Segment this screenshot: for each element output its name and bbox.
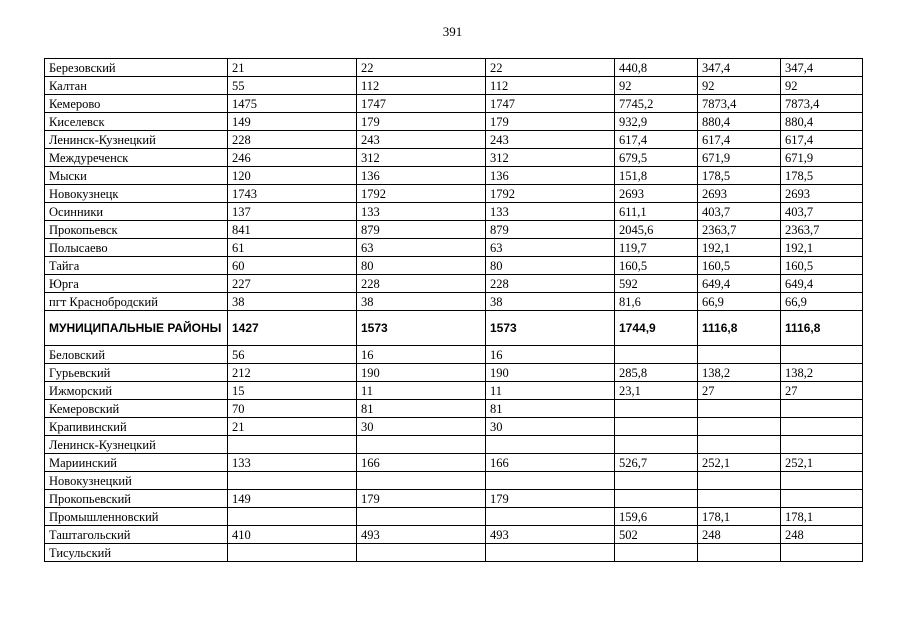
value-cell: 243 (486, 131, 615, 149)
value-cell (698, 436, 781, 454)
row-name-cell: Таштагольский (45, 526, 228, 544)
value-cell: 11 (357, 382, 486, 400)
table-row (45, 293, 863, 311)
value-cell: 227 (228, 275, 357, 293)
table-row (45, 113, 863, 131)
table-row (45, 131, 863, 149)
value-cell: 671,9 (781, 149, 863, 167)
table-row (45, 544, 863, 562)
value-cell: 160,5 (781, 257, 863, 275)
value-cell (781, 490, 863, 508)
value-cell: 160,5 (615, 257, 698, 275)
row-name-cell: Прокопьевск (45, 221, 228, 239)
value-cell (698, 346, 781, 364)
value-cell: 21 (228, 59, 357, 77)
row-name-cell: Новокузнецк (45, 185, 228, 203)
value-cell: 112 (357, 77, 486, 95)
row-name-cell: Ленинск-Кузнецкий (45, 131, 228, 149)
value-cell: 38 (486, 293, 615, 311)
table-body (45, 59, 863, 562)
value-cell: 16 (357, 346, 486, 364)
value-cell: 2363,7 (698, 221, 781, 239)
table-row (45, 203, 863, 221)
value-cell: 137 (228, 203, 357, 221)
row-name-cell: Ленинск-Кузнецкий (45, 436, 228, 454)
value-cell: 228 (357, 275, 486, 293)
value-cell: 2363,7 (781, 221, 863, 239)
value-cell: 178,5 (781, 167, 863, 185)
value-cell: 493 (357, 526, 486, 544)
table-row (45, 454, 863, 472)
value-cell (781, 436, 863, 454)
value-cell: 81 (486, 400, 615, 418)
value-cell: 178,1 (698, 508, 781, 526)
value-cell: 136 (357, 167, 486, 185)
value-cell: 248 (781, 526, 863, 544)
value-cell: 21 (228, 418, 357, 436)
value-cell: 248 (698, 526, 781, 544)
value-cell (781, 400, 863, 418)
value-cell: 92 (615, 77, 698, 95)
value-cell: 38 (228, 293, 357, 311)
table-row (45, 185, 863, 203)
value-cell: 2693 (698, 185, 781, 203)
value-cell (615, 544, 698, 562)
table-row (45, 239, 863, 257)
row-name-cell: Тисульский (45, 544, 228, 562)
value-cell: 179 (357, 490, 486, 508)
row-name-cell: Беловский (45, 346, 228, 364)
value-cell: 56 (228, 346, 357, 364)
row-name-cell: Киселевск (45, 113, 228, 131)
value-cell: 285,8 (615, 364, 698, 382)
value-cell: 1475 (228, 95, 357, 113)
table-row (45, 526, 863, 544)
value-cell: 403,7 (698, 203, 781, 221)
value-cell: 160,5 (698, 257, 781, 275)
value-cell: 192,1 (781, 239, 863, 257)
value-cell: 138,2 (781, 364, 863, 382)
row-name-cell: Кемерово (45, 95, 228, 113)
value-cell: 252,1 (698, 454, 781, 472)
value-cell: 80 (486, 257, 615, 275)
value-cell: 347,4 (698, 59, 781, 77)
value-cell: 30 (357, 418, 486, 436)
value-cell: 1743 (228, 185, 357, 203)
value-cell (357, 508, 486, 526)
value-cell: 2045,6 (615, 221, 698, 239)
row-name-cell: Тайга (45, 257, 228, 275)
value-cell: 2693 (615, 185, 698, 203)
value-cell: 410 (228, 526, 357, 544)
value-cell: 312 (486, 149, 615, 167)
value-cell: 7873,4 (781, 95, 863, 113)
value-cell: 617,4 (615, 131, 698, 149)
table-row (45, 436, 863, 454)
value-cell (486, 508, 615, 526)
value-cell: 70 (228, 400, 357, 418)
value-cell: 179 (486, 490, 615, 508)
value-cell: 880,4 (781, 113, 863, 131)
value-cell: 55 (228, 77, 357, 95)
value-cell: 1747 (357, 95, 486, 113)
value-cell (486, 472, 615, 490)
value-cell: 38 (357, 293, 486, 311)
value-cell: 159,6 (615, 508, 698, 526)
value-cell: 133 (486, 203, 615, 221)
value-cell: 879 (357, 221, 486, 239)
row-name-cell: Полысаево (45, 239, 228, 257)
value-cell: 92 (781, 77, 863, 95)
value-cell: 1792 (357, 185, 486, 203)
value-cell: 243 (357, 131, 486, 149)
value-cell: 27 (781, 382, 863, 400)
value-cell: 1116,8 (781, 311, 863, 346)
value-cell: 80 (357, 257, 486, 275)
value-cell: 1573 (486, 311, 615, 346)
row-name-cell: Кемеровский (45, 400, 228, 418)
row-name-cell: Березовский (45, 59, 228, 77)
value-cell: 66,9 (698, 293, 781, 311)
value-cell: 112 (486, 77, 615, 95)
row-name-cell: Новокузнецкий (45, 472, 228, 490)
value-cell (615, 418, 698, 436)
value-cell (357, 544, 486, 562)
value-cell: 228 (228, 131, 357, 149)
value-cell: 22 (486, 59, 615, 77)
table-row (45, 346, 863, 364)
value-cell: 166 (486, 454, 615, 472)
value-cell: 592 (615, 275, 698, 293)
value-cell: 7745,2 (615, 95, 698, 113)
value-cell: 440,8 (615, 59, 698, 77)
value-cell: 1116,8 (698, 311, 781, 346)
value-cell: 149 (228, 490, 357, 508)
value-cell: 133 (228, 454, 357, 472)
value-cell: 2693 (781, 185, 863, 203)
value-cell (698, 418, 781, 436)
value-cell: 149 (228, 113, 357, 131)
value-cell (615, 436, 698, 454)
value-cell: 27 (698, 382, 781, 400)
value-cell: 493 (486, 526, 615, 544)
value-cell (698, 490, 781, 508)
row-name-cell: пгт Краснобродский (45, 293, 228, 311)
value-cell (698, 472, 781, 490)
row-name-cell: Мариинский (45, 454, 228, 472)
row-name-cell: Юрга (45, 275, 228, 293)
value-cell: 151,8 (615, 167, 698, 185)
value-cell (615, 400, 698, 418)
value-cell: 179 (486, 113, 615, 131)
value-cell: 7873,4 (698, 95, 781, 113)
row-name-cell: Промышленновский (45, 508, 228, 526)
value-cell: 1792 (486, 185, 615, 203)
value-cell: 136 (486, 167, 615, 185)
table-row (45, 257, 863, 275)
value-cell (615, 346, 698, 364)
row-name-cell: Осинники (45, 203, 228, 221)
value-cell (781, 346, 863, 364)
value-cell: 179 (357, 113, 486, 131)
table-row (45, 149, 863, 167)
table-row (45, 472, 863, 490)
value-cell: 671,9 (698, 149, 781, 167)
value-cell: 526,7 (615, 454, 698, 472)
table-row (45, 95, 863, 113)
value-cell: 611,1 (615, 203, 698, 221)
value-cell: 617,4 (781, 131, 863, 149)
value-cell (228, 544, 357, 562)
value-cell (698, 544, 781, 562)
value-cell (486, 544, 615, 562)
value-cell (228, 436, 357, 454)
value-cell (228, 472, 357, 490)
value-cell (357, 472, 486, 490)
value-cell: 252,1 (781, 454, 863, 472)
value-cell: 880,4 (698, 113, 781, 131)
value-cell: 178,5 (698, 167, 781, 185)
value-cell (781, 418, 863, 436)
row-name-cell: Гурьевский (45, 364, 228, 382)
table-row (45, 364, 863, 382)
value-cell (781, 472, 863, 490)
row-name-cell: Крапивинский (45, 418, 228, 436)
value-cell: 11 (486, 382, 615, 400)
value-cell: 347,4 (781, 59, 863, 77)
table-row (45, 418, 863, 436)
table-row (45, 221, 863, 239)
table-row (45, 490, 863, 508)
value-cell: 22 (357, 59, 486, 77)
value-cell: 16 (486, 346, 615, 364)
row-name-cell: Междуреченск (45, 149, 228, 167)
value-cell: 30 (486, 418, 615, 436)
value-cell: 178,1 (781, 508, 863, 526)
value-cell: 60 (228, 257, 357, 275)
value-cell: 649,4 (781, 275, 863, 293)
table-row (45, 508, 863, 526)
row-name-cell: МУНИЦИПАЛЬНЫЕ РАЙОНЫ (45, 311, 228, 346)
value-cell: 1427 (228, 311, 357, 346)
value-cell: 81,6 (615, 293, 698, 311)
value-cell (228, 508, 357, 526)
page-number: 391 (442, 24, 463, 39)
value-cell: 312 (357, 149, 486, 167)
value-cell: 192,1 (698, 239, 781, 257)
table-row (45, 77, 863, 95)
value-cell: 190 (357, 364, 486, 382)
value-cell: 502 (615, 526, 698, 544)
value-cell: 92 (698, 77, 781, 95)
value-cell: 228 (486, 275, 615, 293)
value-cell: 617,4 (698, 131, 781, 149)
value-cell: 403,7 (781, 203, 863, 221)
value-cell: 932,9 (615, 113, 698, 131)
table-row (45, 382, 863, 400)
table-row (45, 400, 863, 418)
value-cell: 679,5 (615, 149, 698, 167)
value-cell: 61 (228, 239, 357, 257)
value-cell: 23,1 (615, 382, 698, 400)
table-row-section (45, 311, 863, 346)
value-cell: 190 (486, 364, 615, 382)
value-cell: 15 (228, 382, 357, 400)
value-cell (615, 472, 698, 490)
value-cell: 120 (228, 167, 357, 185)
value-cell: 133 (357, 203, 486, 221)
value-cell: 66,9 (781, 293, 863, 311)
row-name-cell: Прокопьевский (45, 490, 228, 508)
value-cell: 119,7 (615, 239, 698, 257)
value-cell (357, 436, 486, 454)
value-cell: 246 (228, 149, 357, 167)
value-cell: 138,2 (698, 364, 781, 382)
value-cell (615, 490, 698, 508)
value-cell: 63 (357, 239, 486, 257)
value-cell: 1573 (357, 311, 486, 346)
value-cell: 841 (228, 221, 357, 239)
table-row (45, 59, 863, 77)
value-cell: 166 (357, 454, 486, 472)
value-cell: 212 (228, 364, 357, 382)
row-name-cell: Мыски (45, 167, 228, 185)
value-cell: 1747 (486, 95, 615, 113)
table-row (45, 167, 863, 185)
value-cell: 879 (486, 221, 615, 239)
value-cell: 63 (486, 239, 615, 257)
value-cell: 81 (357, 400, 486, 418)
value-cell (486, 436, 615, 454)
table-row (45, 275, 863, 293)
row-name-cell: Ижморский (45, 382, 228, 400)
value-cell: 649,4 (698, 275, 781, 293)
value-cell (698, 400, 781, 418)
value-cell: 1744,9 (615, 311, 698, 346)
row-name-cell: Калтан (45, 77, 228, 95)
data-table (44, 58, 863, 562)
value-cell (781, 544, 863, 562)
